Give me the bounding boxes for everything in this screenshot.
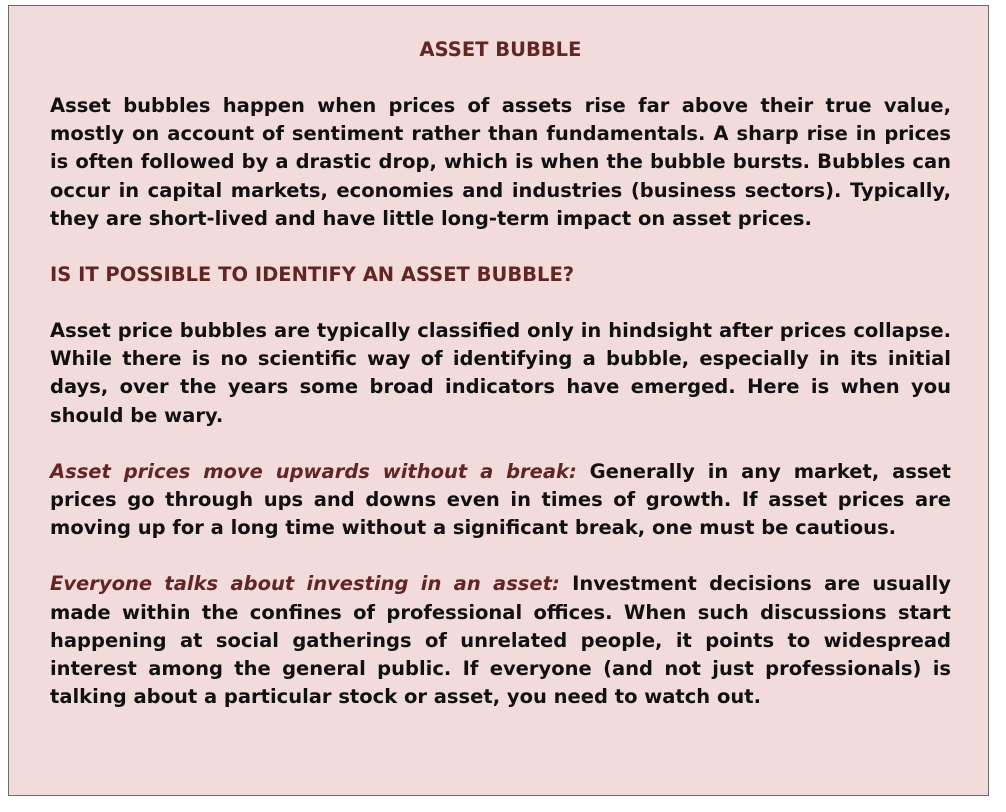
indicator-text-1: Generally in any market, asset prices go through ups and downs even in times of growth. If asset prices are moving up for a long time without a significant break, one must be cautious. — [50, 459, 951, 540]
indicator-paragraph-2 — [50, 570, 951, 711]
section-intro-paragraph: Asset price bubbles are typically classified only in hindsight after prices collapse. While there is no scientific way of identifying a bubble, especially in its initial days, over the years some broad indicators have emerged. Here is when you should be wary. — [50, 319, 951, 427]
indicator-lead-2: Everyone talks about investing in an asset: — [50, 572, 560, 596]
info-box — [8, 5, 989, 796]
document-title: ASSET BUBBLE — [419, 38, 582, 61]
section-heading: IS IT POSSIBLE TO IDENTIFY AN ASSET BUBBLE? — [50, 263, 575, 287]
indicator-text-2: Investment decisions are usually made within the confines of professional offices. When such discussions start happening at social gatherings of unrelated people, it points to widespread interest among the general public. If everyone (and not just professionals) is talking about a particular stock or asset, you need to watch out. — [50, 572, 951, 709]
indicator-lead-1: Asset prices move upwards without a break: — [50, 459, 577, 483]
indicator-paragraph-1 — [50, 458, 951, 543]
intro-paragraph: Asset bubbles happen when prices of assets rise far above their true value, mostly on account of sentiment rather than fundamentals. A sharp rise in prices is often followed by a drastic drop, which is when the bubble bursts. Bubbles can occur in capital markets, economies and industries (business sectors). Typically, they are short-lived and have little long-term impact on asset prices. — [50, 94, 951, 230]
